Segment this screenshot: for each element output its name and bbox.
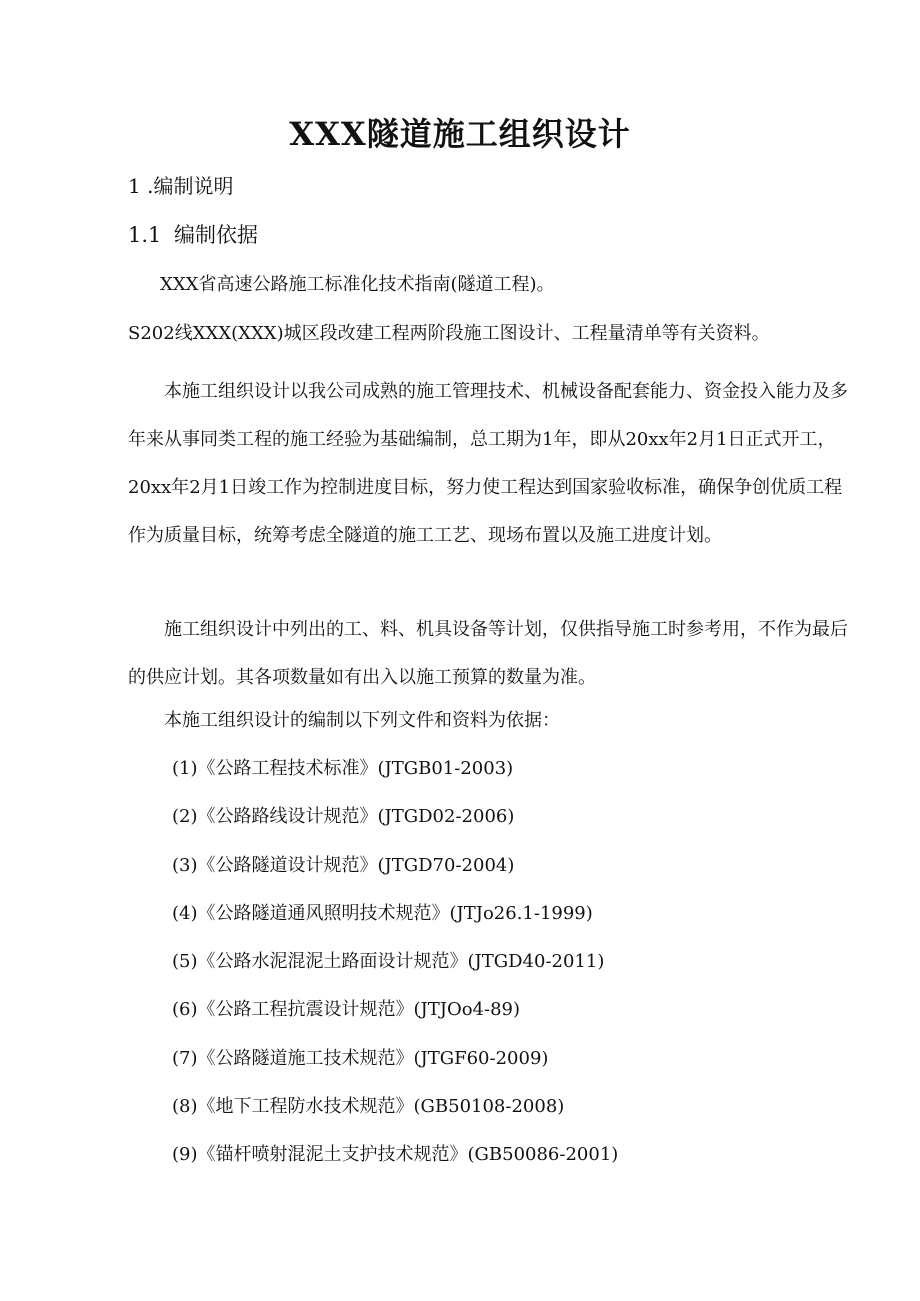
document-title: XXX隧道施工组织设计 xyxy=(289,115,631,153)
reference-item: (9)《锚杆喷射混泥土支护技术规范》(GB50086-2001) xyxy=(172,1144,619,1166)
reference-list xyxy=(172,753,618,1188)
section-heading-1-1 xyxy=(128,218,258,252)
paragraph-references-intro: 本施工组织设计的编制以下列文件和资料为依据： xyxy=(164,710,560,731)
paragraph-plan-note: 施工组织设计中列出的工、料、机具设备等计划，仅供指导施工时参考用，不作为最后的供应计划。其各项数量如有出入以施工预算的数量为准。 xyxy=(128,619,848,688)
reference-item: (1)《公路工程技术标准》(JTGB01-2003) xyxy=(172,758,514,779)
reference-item: (2)《公路路线设计规范》(JTGD02-2006) xyxy=(172,806,515,828)
paragraph-basis: 本施工组织设计以我公司成熟的施工管理技术、机械设备配套能力、资金投入能力及多年来从事同类工程的施工经验为基础编制，总工期为1年，即从20xx年2月1日正式开工，20xx年2月1日竣工作为控制进度目标，努力使工程达到国家验收标准，确保争创优质工程作为质量目标，统筹考虑全隧道的施工工艺、现场布置以及施工进度计划。 xyxy=(128,381,848,546)
reference-item: (8)《地下工程防水技术规范》(GB50108-2008) xyxy=(172,1096,565,1118)
reference-item: (6)《公路工程抗震设计规范》(JTJOo4-89) xyxy=(172,999,521,1021)
section-heading-1: 1 .编制说明 xyxy=(128,174,234,198)
reference-item: (4)《公路隧道通风照明技术规范》(JTJo26.1-1999) xyxy=(172,902,593,924)
reference-item: (3)《公路隧道设计规范》(JTGD70-2004) xyxy=(172,854,515,876)
paragraph-guideline: XXX省高速公路施工标准化技术指南(隧道工程)。 xyxy=(160,274,555,295)
reference-item: (7)《公路隧道施工技术规范》(JTGF60-2009) xyxy=(172,1047,549,1069)
section-number: 1.1 xyxy=(128,223,162,247)
reference-item: (5)《公路水泥混泥土路面设计规范》(JTGD40-2011) xyxy=(172,951,605,973)
paragraph-design-docs: S202线XXX(XXX)城区段改建工程两阶段施工图设计、工程量清单等有关资料。 xyxy=(128,323,770,344)
section-title: 编制依据 xyxy=(174,223,258,247)
